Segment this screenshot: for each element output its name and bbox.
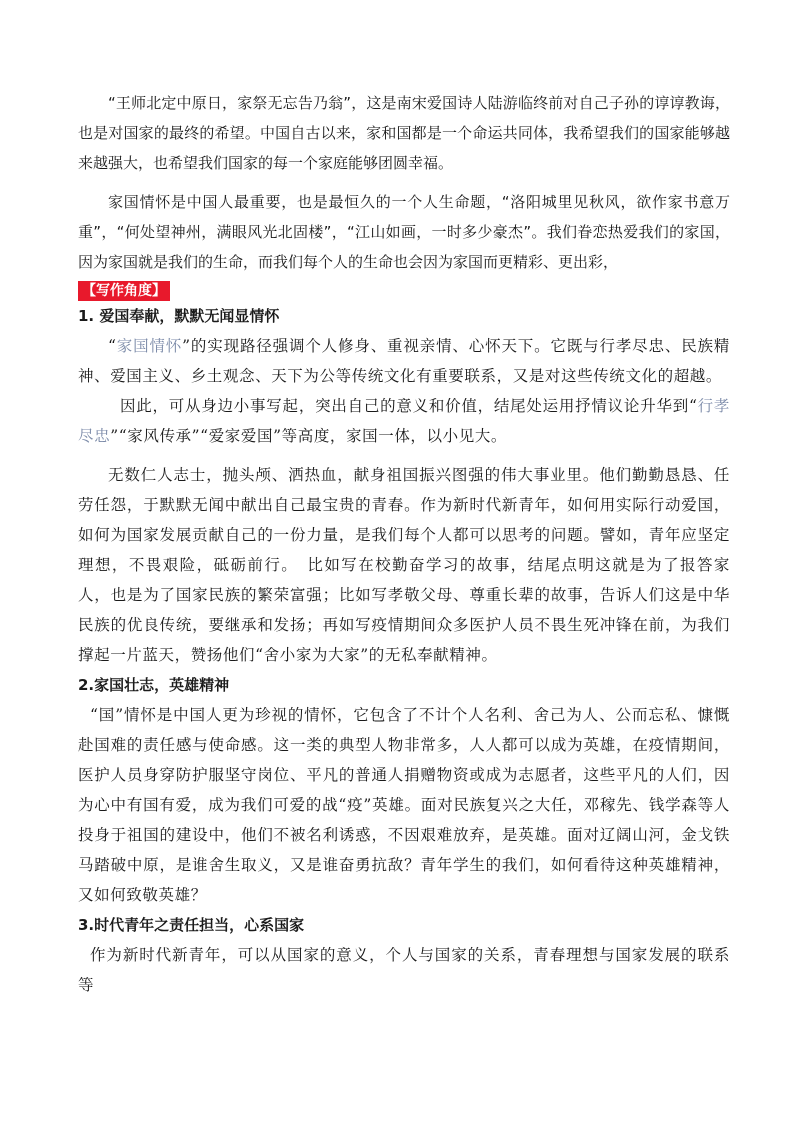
document-body [78, 88, 730, 1000]
section-1-paragraph-2-lead: 因此，可从身边小事写起，突出自己的意义和价值，结尾处运用抒情议论升华到“ [120, 397, 698, 415]
section-1-paragraph-3: 无数仁人志士，抛头颅、洒热血，献身祖国振兴图强的伟大事业里。他们勤勤恳恳、任劳任怨，于默默无闻中献出自己最宝贵的青春。作为新时代新青年，如何用实际行动爱国，如何为国家发展贡献自己的一份力量，是我们每个人都可以思考的问题。譬如，青年应坚定理想，不畏艰险，砥砺前行。 比如写在校勤奋学习的故事，结尾点明这就是为了报答家人，也是为了国家民族的繁荣富强；比如写孝敬父母、尊重长辈的故事，告诉人们这是中华民族的优良传统，要继承和发扬；再如写疫情期间众多医护人员不畏生死冲锋在前，为我们撑起一片蓝天，赞扬他们“舍小家为大家”的无私奉献精神。 [78, 466, 730, 664]
section-1-paragraph-2 [78, 391, 730, 451]
intro-paragraph-1: “王师北定中原日，家祭无忘告乃翁”，这是南宋爱国诗人陆游临终前对自己子孙的谆谆教诲，也是对国家的最终的希望。中国自古以来，家和国都是一个命运共同体，我希望我们的国家能够越来越强大，也希望我们国家的每一个家庭能够团圆幸福。 [78, 94, 730, 172]
section-1-paragraph-2-text: ”“家风传承”“爱家爱国”等高度，家国一体，以小见大。 [110, 427, 508, 445]
section-1-paragraph-1 [78, 331, 730, 391]
highlight-term: 行孝尽忠 [78, 397, 730, 445]
highlight-term: 家国情怀 [116, 337, 183, 355]
section-3-heading: 3.时代青年之责任担当，心系国家 [78, 916, 305, 934]
section-1-paragraph-1-text: ”的实现路径强调个人修身、重视亲情、心怀天下。它既与行孝尽忠、民族精神、爱国主义、乡土观念、天下为公等传统文化有重要联系，又是对这些传统文化的超越。 [78, 337, 731, 385]
writing-angle-badge-row [78, 277, 730, 301]
section-2-heading: 2.家国壮志，英雄精神 [78, 676, 230, 694]
section-2-paragraph-1: “国”情怀是中国人更为珍视的情怀，它包含了不计个人名利、舍己为人、公而忘私、慷慨赴国难的责任感与使命感。这一类的典型人物非常多，人人都可以成为英雄，在疫情期间，医护人员身穿防护服坚守岗位、平凡的普通人捐赠物资或成为志愿者，这些平凡的人们，因为心中有国有爱，成为我们可爱的战“疫”英雄。面对民族复兴之大任，邓稼先、钱学森等人投身于祖国的建设中，他们不被名利诱惑，不因艰难放弃，是英雄。面对辽阔山河，金戈铁马踏破中原，是谁舍生取义，又是谁奋勇抗敌？青年学生的我们，如何看待这种英雄精神，又如何致敬英雄？ [78, 706, 730, 904]
section-1-heading: 1. 爱国奉献，默默无闻显情怀 [78, 307, 280, 325]
quote-open: “ [108, 337, 117, 355]
writing-angle-badge: 【写作角度】 [78, 281, 170, 301]
section-3-paragraph-1: 作为新时代新青年，可以从国家的意义，个人与国家的关系，青春理想与国家发展的联系等 [78, 946, 730, 994]
intro-paragraph-2: 家国情怀是中国人最重要，也是最恒久的一个人生命题，“洛阳城里见秋风，欲作家书意万重”，“何处望神州，满眼风光北固楼”，“江山如画，一时多少豪杰”。我们眷恋热爱我们的家国，因为家国就是我们的生命，而我们每个人的生命也会因为家国而更精彩、更出彩， [78, 193, 730, 271]
